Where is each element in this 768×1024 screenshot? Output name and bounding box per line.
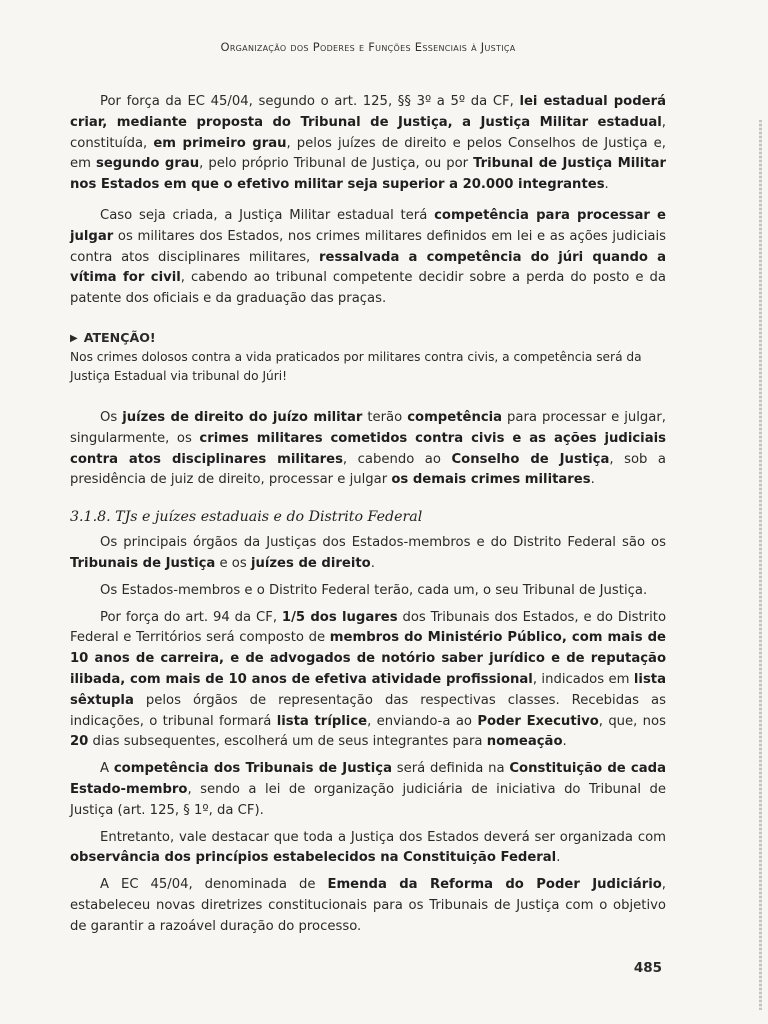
paragraph-9: A EC 45/04, denominada de Emenda da Reforma do Poder Judiciário, estabeleceu novas diretrizes constitucionais para os Tribunais de Justiça com o objetivo de garantir a razoável duração do processo. bbox=[70, 877, 666, 934]
paragraph-5: Os Estados-membros e o Distrito Federal terão, cada um, o seu Tribunal de Justiça. bbox=[100, 582, 648, 598]
paragraph-4: Os principais órgãos da Justiças dos Estados-membros e do Distrito Federal são os Tribunais de Justiça e os juízes de direito. bbox=[70, 535, 666, 571]
book-page bbox=[70, 0, 666, 1024]
page-number: 485 bbox=[633, 960, 662, 976]
triangle-bullet-icon: ▶ bbox=[70, 332, 78, 344]
paragraph-3: Os juízes de direito do juízo militar terão competência para processar e julgar, singularmente, os crimes militares cometidos contra civis e as ações judiciais contra atos disciplinares militares, cabendo ao Conselho de Justiça, sob a presidência de juiz de direito, processar e julgar os demais crimes militares. bbox=[70, 409, 667, 488]
paragraph-6: Por força do art. 94 da CF, 1/5 dos lugares dos Tribunais dos Estados, e do Distrito Federal e Territórios será composto de membros do Ministério Público, com mais de 10 anos de carreira, e de advogados de notório saber jurídico e de reputação ilibada, com mais de 10 anos de efetiva atividade profissional, indicados em lista sêxtupla pelos órgãos de representação das respectivas classes. Recebidas as indicações, o tribunal formará lista tríplice, enviando-a ao Poder Executivo, que, nos 20 dias subsequentes, escolherá um de seus integrantes para nomeação. bbox=[70, 609, 667, 750]
callout-title: ATENÇÃO! bbox=[83, 329, 156, 345]
paragraph-2: Caso seja criada, a Justiça Militar estadual terá competência para processar e julgar os militares dos Estados, nos crimes militares definidos em lei e as ações judiciais contra atos disciplinares militares, ressalvada a competência do júri quando a vítima for civil, cabendo ao tribunal competente decidir sobre a perda do posto e da patente dos oficiais e da graduação das praças. bbox=[70, 207, 667, 307]
section-heading: 3.1.8. TJs e juízes estaduais e do Distrito Federal bbox=[70, 509, 423, 526]
paragraph-8: Entretanto, vale destacar que toda a Justiça dos Estados deverá ser organizada com observância dos princípios estabelecidos na Constituição Federal. bbox=[70, 829, 666, 866]
running-header: Organização dos Poderes e Funções Essenciais à Justiça bbox=[220, 40, 516, 54]
paragraph-1: Por força da EC 45/04, segundo o art. 125, §§ 3º a 5º da CF, lei estadual poderá criar, mediante proposta do Tribunal de Justiça, a Justiça Militar estadual, constituída, em primeiro grau, pelos juízes de direito e pelos Conselhos de Justiça e, em segundo grau, pelo próprio Tribunal de Justiça, ou por Tribunal de Justiça Militar nos Estados em que o efetivo militar seja superior a 20.000 integrantes. bbox=[70, 94, 667, 193]
attention-callout bbox=[70, 328, 666, 386]
body-text bbox=[70, 92, 666, 944]
paragraph-7: A competência dos Tribunais de Justiça será definida na Constituição de cada Estado-membro, sendo a lei de organização judiciária de iniciativa do Tribunal de Justiça (art. 125, § 1º, da CF). bbox=[70, 761, 666, 818]
scan-edge-shadow bbox=[759, 120, 762, 1010]
callout-text: Nos crimes dolosos contra a vida praticados por militares contra civis, a competência será da Justiça Estadual via tribunal do Júri! bbox=[70, 349, 642, 383]
